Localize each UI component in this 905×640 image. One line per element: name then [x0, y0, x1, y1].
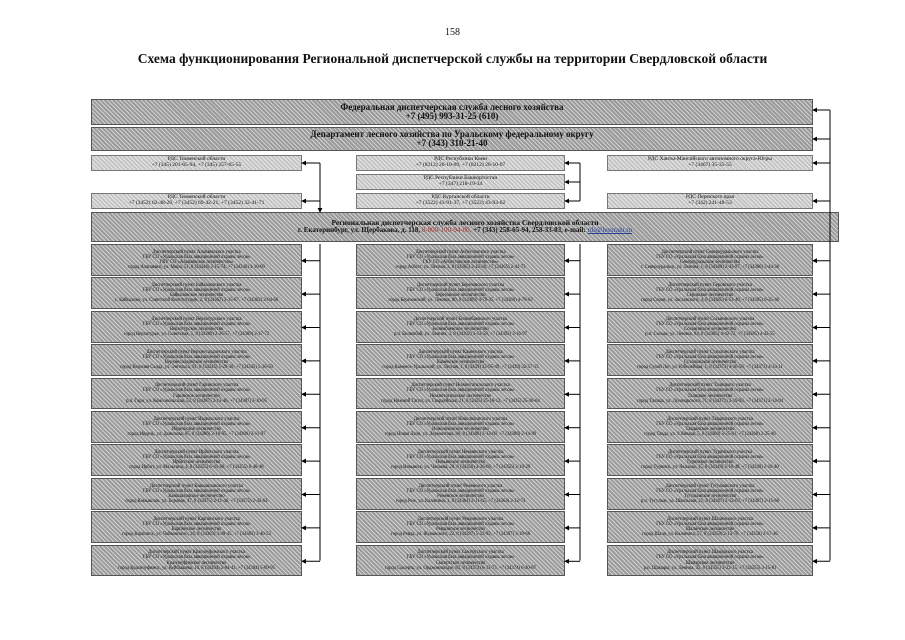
dispatch-point-name: Диспетчерский пункт Невьянского участка: [417, 450, 504, 456]
dispatch-point-forestry: Талицкое лесничество: [687, 393, 733, 399]
dispatch-point-address: город Тавда, ул. 9 Января, 5, 8 (34360) 3-25-01, +7 (34360) 3-25-46: [644, 432, 776, 438]
dispatch-point-forestry: Гаринское лесничество: [173, 393, 220, 399]
neighbor-name: РДС Тюменской области: [167, 194, 226, 201]
dispatch-point-org: ГБУ СО «Уральская база авиационной охраны лесов»: [142, 321, 251, 327]
dispatch-point-forestry: Шамарское лесничество: [685, 560, 735, 566]
dispatch-point-name: Диспетчерский пункт Березовского участка: [416, 283, 505, 289]
dispatch-point-address: город Сысерть, ул. Орджоникидзе, 83, 8 (34374) 6-11-73, +7 (34374) 6-20-87: [384, 565, 536, 571]
dispatch-point-name: Диспетчерский пункт Верхнесалдинского участка: [146, 349, 247, 355]
dispatch-point-forestry: Камышловское лесничество: [168, 493, 225, 499]
dispatch-point-org: ГБУ СО «Уральская база авиационной охраны лесов»: [142, 355, 251, 361]
dispatch-point-name: Диспетчерский пункт Верхотурского участка: [151, 316, 242, 322]
dispatch-point-org: ГБУ СО «Уральская база авиационной охраны лесов»: [406, 455, 515, 461]
dispatch-point-forestry: Североуральское лесничество: [680, 259, 740, 265]
neighbor-name: РДС Пермского края: [685, 194, 735, 201]
neighbor-name: РДС Ханты-Мансийского автономного округа-Югры: [648, 156, 772, 163]
regional-hotline: 8-800-100-94-00,: [421, 226, 472, 235]
dispatch-point-org: ГБУ СО «Уральская база авиационной охраны лесов»: [406, 522, 515, 528]
neighbor-name: РДС Республики Башкортостан: [423, 175, 498, 182]
federal-dispatch-name: Федеральная диспетчерская служба лесного хозяйства: [340, 101, 564, 112]
dispatch-point-address: город Новая Ляля, ул. Лермонтова, 80, 8 (34388) 2-13-69, +7 (34388) 2-14-99: [384, 432, 537, 438]
dispatch-point-name: Диспетчерский пункт Тавдинского участка: [667, 416, 753, 422]
dispatch-point-name: Диспетчерский пункт Красноуфимского участка: [148, 550, 245, 556]
dispatch-point-forestry: Ивдельское лесничество: [171, 426, 222, 432]
dispatch-point-address: р.п. Шамары, ул. Ленина, 35, 8 (34355) 3-22-15, +7 (34355) 3-15-81: [643, 565, 777, 571]
dispatch-point-forestry: Ревдинское лесничество: [436, 527, 485, 533]
federal-dispatch-phone: +7 (495) 993-31-25 (610): [405, 111, 499, 121]
dispatch-point-address: город Камышлов, ул. Боровая, 47, 8 (34375) 2-11-46, +7 (34375) 2-42-64: [125, 498, 268, 504]
dispatch-point-address: город Шаля, ул. Калинина, 57, 8 (34358) 2-13-70, +7 (34358) 2-17-46: [642, 532, 778, 538]
dispatch-point-forestry: Березовское лесничество: [435, 293, 486, 299]
neighbor-name: РДС Республики Коми: [434, 156, 487, 163]
dispatch-point-address: р.п. Сосьва, ул. Ленина, 84, 8 (34385) 4-42-72, +7 (34385) 4-42-55: [645, 331, 775, 337]
dispatch-point-address: город Реж, ул. Калинина, 1, 8 (34364) 2-11-65, +7 (34364) 2-12-74: [395, 498, 526, 504]
dispatch-point-forestry: Нижнетагильское лесничество: [429, 393, 492, 399]
dispatch-point-name: Диспетчерский пункт Камышловского участка: [149, 483, 244, 489]
dispatch-point-forestry: Верхотурское лесничество: [169, 326, 224, 332]
dispatch-point-name: Диспетчерский пункт Каменского участка: [418, 349, 503, 355]
dispatch-point-forestry: Билимбаевское лесничество: [432, 326, 489, 332]
dispatch-point-org: ГБУ СО «Уральская база авиационной охраны лесов»: [406, 388, 515, 394]
dispatch-point-forestry: Байкаловское лесничество: [169, 293, 224, 299]
dispatch-point-name: Диспетчерский пункт Талицкого участка: [669, 383, 751, 389]
dispatch-point-org: ГБУ СО «Уральская база авиационной охраны лесов»: [656, 388, 764, 394]
department-name: Департамент лесного хозяйства по Уральскому федеральному округу: [310, 128, 594, 139]
neighbor-phone: +7 (3467) 35-35-55: [688, 162, 732, 168]
dispatch-point-org: ГБУ СО «Уральская база авиационной охраны лесов»: [142, 555, 251, 561]
dispatch-point-org: ГБУ СО «Уральская база авиационной охраны лесов»: [406, 421, 515, 427]
dispatch-point-address: город Невьянск, ул. Чапаева, 28, 8 (34356) 4-26-66, +7 (34356) 2-10-29: [390, 465, 531, 471]
neighbor-name: РДС Курганской области: [431, 194, 490, 201]
dispatch-point-name: Диспетчерский пункт Серовского участка: [668, 283, 752, 289]
dispatch-point-name: Диспетчерский пункт Сосьвинского участка: [665, 316, 755, 322]
dispatch-point-address: город Ивдель, ул. Данилова, 85, 8 (34386) 2-10-95, +7 (34386) 2-11-97: [127, 432, 266, 438]
dispatch-point-forestry: Невьянское лесничество: [435, 460, 486, 466]
dispatch-point-name: Диспетчерский пункт Гаринского участка: [154, 383, 239, 389]
dispatch-point-forestry: Туринское лесничество: [686, 460, 734, 466]
dispatch-point-name: Диспетчерский пункт Карпинского участка: [153, 516, 240, 522]
dispatch-point-org: ГБУ СО «Уральская база авиационной охраны лесов»: [656, 355, 764, 361]
dispatch-point-address: город Красноуфимск, ул. Куйбышева, 16, 8 (34394) 2-04-41, +7 (34394) 5-09-95: [117, 565, 275, 571]
neighbor-phone: +7 (3452) 62-48-28, +7 (3452) 69-42-21, +7 (3452) 32-41-71: [128, 200, 265, 206]
dispatch-point-address: город Асбест, ул. Лесная, 3, 8 (34365) 2-42-26, +7 (34365) 2-41-73: [395, 265, 526, 271]
dispatch-point-org: ГБУ СО «Уральская база авиационной охраны лесов»: [406, 288, 515, 294]
dispatch-point-forestry: ГКУ СО «Алапаевское лесничество»: [159, 259, 234, 265]
dispatch-point-address: город Ревда, ул. Жуковского, 22, 8 (34397) 5-22-92, +7 (34397) 3-19-68: [390, 532, 531, 538]
neighbor-name: РДС Тюменской области: [167, 156, 226, 163]
dispatch-point-name: Диспетчерский пункт Билимбаевского участка: [413, 316, 508, 322]
dispatch-point-name: Диспетчерский пункт Нижнетагильского участка: [411, 383, 510, 389]
dispatch-point-org: ГБУ СО «Уральская база авиационной охраны лесов»: [656, 254, 764, 260]
dispatch-point-address: с. Байкалово, ул. Советской Конституции, 2, 8 (34362) 2-15-87, +7 (34362) 2-04-66: [114, 298, 279, 304]
dispatch-point-org: ГБУ СО «Уральская база авиационной охраны лесов»: [406, 488, 515, 494]
regional-dispatch-name: Региональная диспетчерская служба лесного хозяйства Свердловской области: [331, 218, 599, 228]
dispatch-point-address: город Туринск, ул. Чкалова, 15, 8 (34349) 2-10-48, +7 (34349) 2-18-40: [641, 465, 779, 471]
dispatch-point-address: город Березовский, ул. Ленина, 80, 8 (34369) 4-78-35, +7 (34369) 4-79-62: [388, 298, 533, 304]
dispatch-point-address: город Карпинск, ул. Чайковского, 26, 8 (34383) 3-49-45, +7 (34383) 3-40-53: [122, 532, 271, 538]
neighbor-phone: +7 (342) 241-48-53: [688, 200, 732, 206]
dispatch-point-forestry: Красноуфимское лесничество: [166, 560, 227, 566]
dispatch-point-org: ГБУ СО «Уральская база авиационной охраны лесов»: [142, 455, 251, 461]
dispatch-point-forestry: Тавдинское лесничество: [685, 426, 735, 432]
dispatch-point-org: ГБУ СО «Уральская база авиационной охраны лесов»: [656, 522, 764, 528]
dispatch-point-forestry: Каменское лесничество: [436, 360, 485, 366]
dispatch-point-name: Диспетчерский пункт Алапаевского участка: [152, 249, 241, 255]
dispatch-point-address: город Верхняя Салда, ул. Энгельса, 91, 8 (34345) 5-29-38, +7 (34345) 5-36-50: [120, 365, 273, 371]
page-number: 158: [445, 27, 460, 38]
neighbor-phone: +7 (347) 218-19-34: [438, 181, 483, 187]
dispatch-point-address: город Серов, ул. Заславского, 4, 8 (34385) 6-53-40, +7 (34385) 6-35-46: [640, 298, 780, 304]
dispatch-point-address: город Сухой Лог, ул. Юбилейная, 1, 8 (34373) 4-36-58, +7 (34373) 4-33-11: [637, 365, 783, 371]
dispatch-point-forestry: Сысертское лесничество: [435, 560, 486, 566]
dispatch-point-org: ГБУ СО «Уральская база авиационной охраны лесов»: [142, 421, 251, 427]
dispatch-point-forestry: Шалинское лесничество: [685, 527, 735, 533]
dispatch-point-forestry: Новолялинское лесничество: [432, 426, 489, 432]
dispatch-point-name: Диспетчерский пункт Сухоложского участка: [665, 349, 755, 355]
dispatch-point-name: Диспетчерский пункт Сысертского участка: [417, 550, 504, 556]
dispatch-point-address: город Каменск-Уральский, ул. Лесная, 1, 8 (3439) 32-95-49, +7 (3439) 32-57-15: [382, 365, 539, 371]
dispatch-point-forestry: Режевское лесничество: [437, 493, 484, 499]
dispatch-point-name: Диспетчерский пункт Асбестовского участка: [415, 249, 506, 255]
regional-phones: +7 (343) 258-65-94, 258-33-83,: [473, 226, 563, 235]
dispatch-point-address: город Ирбит, ул. Мальгина, 4, 8 (34355) 6-43-66, +7 (34355) 6-48-48: [129, 465, 264, 471]
neighbor-phone: +7 (3522) 43-91-37, +7 (3522) 43-93-62: [415, 200, 506, 206]
dispatch-point-org: ГБУ СО «Уральская база авиационной охраны лесов»: [142, 254, 251, 260]
department-phone: +7 (343) 310-21-40: [416, 138, 488, 148]
dispatch-point-name: Диспетчерский пункт Североуральского участка: [661, 249, 759, 255]
dispatch-point-org: ГБУ СО «Уральская база авиационной охраны лесов»: [142, 522, 251, 528]
dispatch-point-forestry: Карпинское лесничество: [171, 527, 222, 533]
dispatch-point-org: ГБУ СО «Уральская база авиационной охраны лесов»: [142, 488, 251, 494]
dispatch-point-org: ГБУ СО «Уральская база авиационной охраны лесов»: [656, 421, 764, 427]
dispatch-point-org: ГБУ СО «Уральская база авиационной охраны лесов»: [142, 288, 251, 294]
dispatch-point-forestry: Сухоложское лесничество: [683, 360, 737, 366]
dispatch-point-name: Диспетчерский пункт Байкаловского участка: [151, 283, 242, 289]
dispatch-point-org: ГБУ СО «Уральская база авиационной охраны лесов»: [656, 488, 764, 494]
dispatch-point-address: город Нижний Тагил, ул. Гвардейская, 21, 8 (3435) 25-18-12, +7 (3435) 25-36-64: [381, 398, 540, 404]
dispatch-point-address: р.п. Билимбай, ул. Ленина, 3, 8 (34392) 3-13-58, +7 (34392) 3-16-97: [393, 331, 528, 337]
dispatch-point-org: ГБУ СО «Уральская база авиационной охраны лесов»: [656, 555, 764, 561]
dispatch-point-name: Диспетчерский пункт Ирбитского участка: [154, 450, 239, 456]
dispatch-point-org: ГБУ СО «Уральская база авиационной охраны лесов»: [406, 355, 515, 361]
dispatch-point-org: ГБУ СО «Уральская база авиационной охраны лесов»: [142, 388, 251, 394]
dispatch-point-forestry: Сосьвинское лесничество: [684, 326, 736, 332]
dispatch-point-org: ГБУ СО «Уральская база авиационной охраны лесов»: [656, 288, 764, 294]
dispatch-point-address: р.п. Гари, ул. Комсомольская, 52, 8 (34387) 2-13-46, +7 (34387) 2-10-95: [126, 398, 267, 404]
dispatch-point-org: ГБУ СО «Уральская база авиационной охраны лесов»: [656, 321, 764, 327]
dispatch-point-address: г. Североуральск, ул. Ленина, 1, 8 (34380) 2-43-97, +7 (34380) 2-44-30: [640, 265, 780, 271]
dispatch-point-org: ГБУ СО «Уральская база авиационной охраны лесов»: [406, 254, 515, 260]
dispatch-point-address: город Алапаевск, ул. Мира, 51, 8 (34346) 2-15-74, +7 (34346) 3-10-09: [128, 265, 265, 271]
dispatch-point-forestry: Верхнесалдинское лесничество: [164, 360, 229, 366]
regional-address: г. Екатеринбург, ул. Щербакова, д. 118,: [297, 226, 421, 235]
dispatch-point-name: Диспетчерский пункт Шамарского участка: [667, 550, 753, 556]
dispatch-point-address: город Талица, ул. Луначарского, 71, 8 (34371) 2-19-93, +7 (34371) 2-14-94: [636, 398, 784, 404]
regional-email-link[interactable]: rds@lesuralu.ru: [587, 226, 633, 235]
dispatch-point-name: Диспетчерский пункт Новолялинского участка: [413, 416, 508, 422]
dispatch-point-name: Диспетчерский пункт Ивдельского участка: [153, 416, 240, 422]
dispatch-point-name: Диспетчерский пункт Туринского участка: [668, 450, 752, 456]
neighbor-phone: +7 (8212) 20-10-09, +7 (8212) 20-10-07: [415, 162, 506, 168]
page-title: Схема функционирования Региональной диспетчерской службы на территории Свердловской области: [137, 51, 768, 66]
dispatch-point-address: р.п. Тугулым, ул. Школьная, 21, 8 (34367) 2-12-03, +7 (34367) 2-15-60: [640, 498, 780, 504]
dispatch-point-name: Диспетчерский пункт Тугулымского участка: [665, 483, 755, 489]
dispatch-point-forestry: ГКУ СО «Асбестовское лесничество»: [422, 259, 499, 265]
dispatch-point-address: город Верхотурье, ул. Советская, 1, 8 (34389) 2-26-57, +7 (34389) 2-17-72: [123, 331, 270, 337]
regional-email-label: e-mail:: [564, 226, 586, 235]
dispatch-point-org: ГБУ СО «Уральская база авиационной охраны лесов»: [656, 455, 764, 461]
dispatch-point-name: Диспетчерский пункт Шалинского участка: [667, 516, 753, 522]
dispatch-point-name: Диспетчерский пункт Режевского участка: [418, 483, 503, 489]
dispatch-point-org: ГБУ СО «Уральская база авиационной охраны лесов»: [406, 321, 515, 327]
dispatch-point-forestry: Серовское лесничество: [686, 293, 734, 299]
neighbor-phone: +7 (345) 201-65-94, +7 (345) 257-65-55: [151, 162, 242, 168]
dispatch-point-org: ГБУ СО «Уральская база авиационной охраны лесов»: [406, 555, 515, 561]
dispatch-point-name: Диспетчерский пункт Ревдинского участка: [417, 516, 504, 522]
dispatch-point-forestry: Тугулымское лесничество: [683, 493, 737, 499]
dispatch-point-forestry: Ирбитское лесничество: [172, 460, 221, 466]
